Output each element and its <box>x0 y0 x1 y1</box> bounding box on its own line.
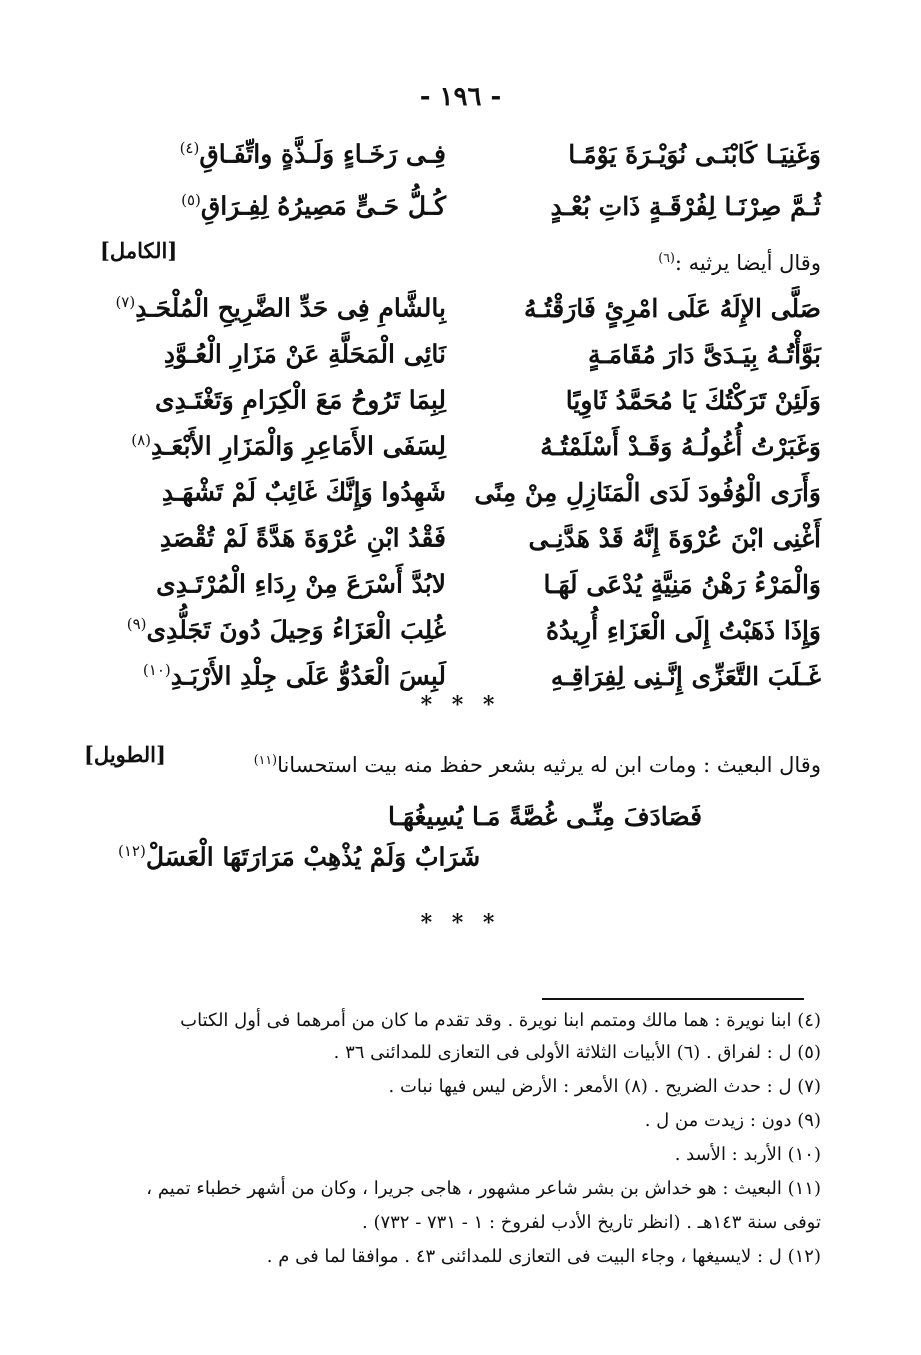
hemistich-text: فَقْدُ ابْنِ عُرْوَةَ هَدَّةً لَمْ تُقْصَدِ <box>159 523 446 553</box>
verse-hemistich-first: بَوَّأْتُـهُ بِيَـدَىَّ دَارَ مُقَامَـةٍ <box>587 339 821 369</box>
verse-line <box>101 128 821 180</box>
footnote-line: (١٢) ل : لايسيغها ، وجاء البيت فى التعازى للمدائنى ٤٣ . موافقا لما فى م . <box>266 1246 821 1267</box>
verse-hemistich-second <box>101 477 446 506</box>
verse-line <box>101 328 821 380</box>
verse-hemistich-second <box>101 615 446 644</box>
verse-hemistich-first: وَغَنِيَـا كَابْنَـى نُوَيْـرَةَ يَوْمًـا <box>568 139 821 169</box>
verse-hemistich-second <box>101 339 446 368</box>
verse-hemistich-first: ثُـمَّ صِرْنَـا لِفُرْقَـةٍ ذَاتِ بُعْـدٍ <box>550 191 821 221</box>
footnote-rule <box>542 998 804 1000</box>
footnote-line: (٤) ابنا نويرة : هما مالك ومتمم ابنا نويرة . وقد تقدم ما كان من أمرهما فى أول الكتاب <box>180 1010 821 1031</box>
hemistich-text: لِسَفَى الأَمَاعِرِ وَالْمَزَارِ الأَبْعَـدِ <box>150 431 446 461</box>
verse-hemistich-second <box>118 842 480 871</box>
verse-hemistich-second <box>101 191 446 220</box>
footnote-ref: (٨) <box>131 431 151 450</box>
hemistich-text: نَائِى الْمَحَلَّةِ عَنْ مَزَارِ الْعُـوَّدِ <box>163 339 446 369</box>
footnote-ref: (١١) <box>253 752 278 767</box>
hemistich-text: شَهِدُوا وَإِنَّكَ غَائِبٌ لَمْ تَشْهَـدِ <box>161 477 446 507</box>
verse-hemistich-second <box>101 385 446 414</box>
hemistich-text: غُلِبَ الْعَزَاءُ وَحِيلَ دُونَ تَجَلُّدِى <box>146 615 446 645</box>
footnote-ref: (٩) <box>126 615 147 634</box>
page-number: - ١٩٦ - <box>419 82 502 112</box>
verse-line <box>101 558 821 610</box>
verse-hemistich-first: فَصَادَفَ مِنِّـى غُصَّةً مَـا يُسِيغُهَـا <box>388 802 703 831</box>
footnote-line: (٧) ل : حدث الضريح . (٨) الأمعر : الأرض ليس فيها نبات . <box>388 1076 821 1097</box>
hemistich-text: شَرَابٌ وَلَمْ يُذْهِبْ مَرَارَتَهَا الْعَسَلْ <box>145 842 481 872</box>
verse-hemistich-second <box>101 431 446 460</box>
meter-label: [الطويل] <box>84 742 166 767</box>
verse-line <box>101 466 821 518</box>
footnote-ref: (١٠) <box>142 661 171 680</box>
verse-hemistich-first: صَلَّى الإِلَهُ عَلَى امْرِئٍ فَارَقْتُـهُ <box>524 293 821 323</box>
verse-hemistich-first: وَالْمَرْءُ رَهْنُ مَنِيَّةٍ يُدْعَى لَهَـا <box>543 569 821 599</box>
verse-hemistich-second <box>101 293 446 322</box>
footnote-line: (١٠) الأربد : الأسد . <box>674 1144 821 1165</box>
footnote-ref: (٥) <box>181 191 201 210</box>
poem-intro <box>101 250 821 275</box>
verse-hemistich-first: وَلَئِنْ تَرَكْتُكَ يَا مُحَمَّدُ ثَاوِيًا <box>565 385 821 415</box>
intro-text: وقال أيضا يرثيه : <box>674 251 821 275</box>
verse-hemistich-first: غَـلَبَ التَّعَزِّى إِنَّـنِى لِفِرَاقِـهِ <box>550 661 821 691</box>
footnote-ref: (١٢) <box>118 842 146 860</box>
footnote-ref: (٦) <box>658 250 675 265</box>
footnote-line: (٥) ل : لفراق . (٦) الأبيات الثلاثة الأولى فى التعازى للمدائنى ٣٦ . <box>333 1042 821 1063</box>
meter-label: [الكامل] <box>100 238 178 263</box>
section-separator: * * * <box>420 692 501 718</box>
verse-hemistich-second <box>101 523 446 552</box>
footnote-line: توفى سنة ١٤٣هـ . (انظر تاريخ الأدب لفروخ : ١ - ٧٣١ - ٧٣٢) . <box>362 1212 821 1233</box>
verse-hemistich-first: وَأَرَى الْوُفُودَ لَدَى الْمَنَازِلِ مِنْ مِنًى <box>474 477 821 507</box>
footnote-ref: (٤) <box>179 139 200 158</box>
verse-line <box>101 374 821 426</box>
verse-hemistich-first: وَإِذَا ذَهَبْتُ إِلَى الْعَزَاءِ أُرِيدُهُ <box>545 615 821 645</box>
intro-text: وقال البعيث : ومات ابن له يرثيه بشعر حفظ منه بيت استحسانا <box>277 753 821 777</box>
footnote-line: (٩) دون : زيدت من ل . <box>644 1110 821 1131</box>
verse-hemistich-first: أَغْنِى ابْنَ عُرْوَةَ إِنَّهُ قَدْ هَدَّنِـى <box>528 523 821 553</box>
verse-line <box>101 282 821 334</box>
verse-line <box>101 420 821 472</box>
hemistich-text: بِالشَّامِ فِى حَدِّ الضَّرِيحِ الْمُلْحَـدِ <box>135 293 446 323</box>
verse-hemistich-second <box>101 569 446 598</box>
footnote-ref: (٧) <box>115 293 136 312</box>
hemistich-text: فِـى رَخَـاءٍ وَلَـذَّةٍ واتِّفَـاقِ <box>199 139 446 169</box>
hemistich-text: لابُدَّ أَسْرَعَ مِنْ رِدَاءِ الْمُرْتَـدِى <box>156 569 446 599</box>
verse-line <box>101 180 821 232</box>
hemistich-text: لِبِمَا تَرُوحُ مَعَ الْكِرَامِ وَتَغْتَـدِى <box>155 385 446 415</box>
poem-intro <box>251 752 821 777</box>
section-separator: * * * <box>420 910 501 936</box>
verse-line <box>101 512 821 564</box>
hemistich-text: كُـلُّ حَـىٍّ مَصِيرُهُ لِفِـرَاقِ <box>200 191 446 221</box>
verse-line <box>101 604 821 656</box>
verse-hemistich-second <box>101 139 446 168</box>
verse-hemistich-first: وَغَبَرْتُ أُغُولُـهُ وَقَـدْ أَسْلَمْتُـهُ <box>540 431 821 461</box>
hemistich-text: لَبِسَ الْعَدُوُّ عَلَى جِلْدِ الأَرْبَـدِ <box>170 661 446 691</box>
verse-hemistich-second <box>101 661 446 690</box>
footnote-line: (١١) البعيث : هو خداش بن بشر شاعر مشهور ، هاجى جريرا ، وكان من أشهر خطباء تميم ، <box>146 1178 821 1199</box>
